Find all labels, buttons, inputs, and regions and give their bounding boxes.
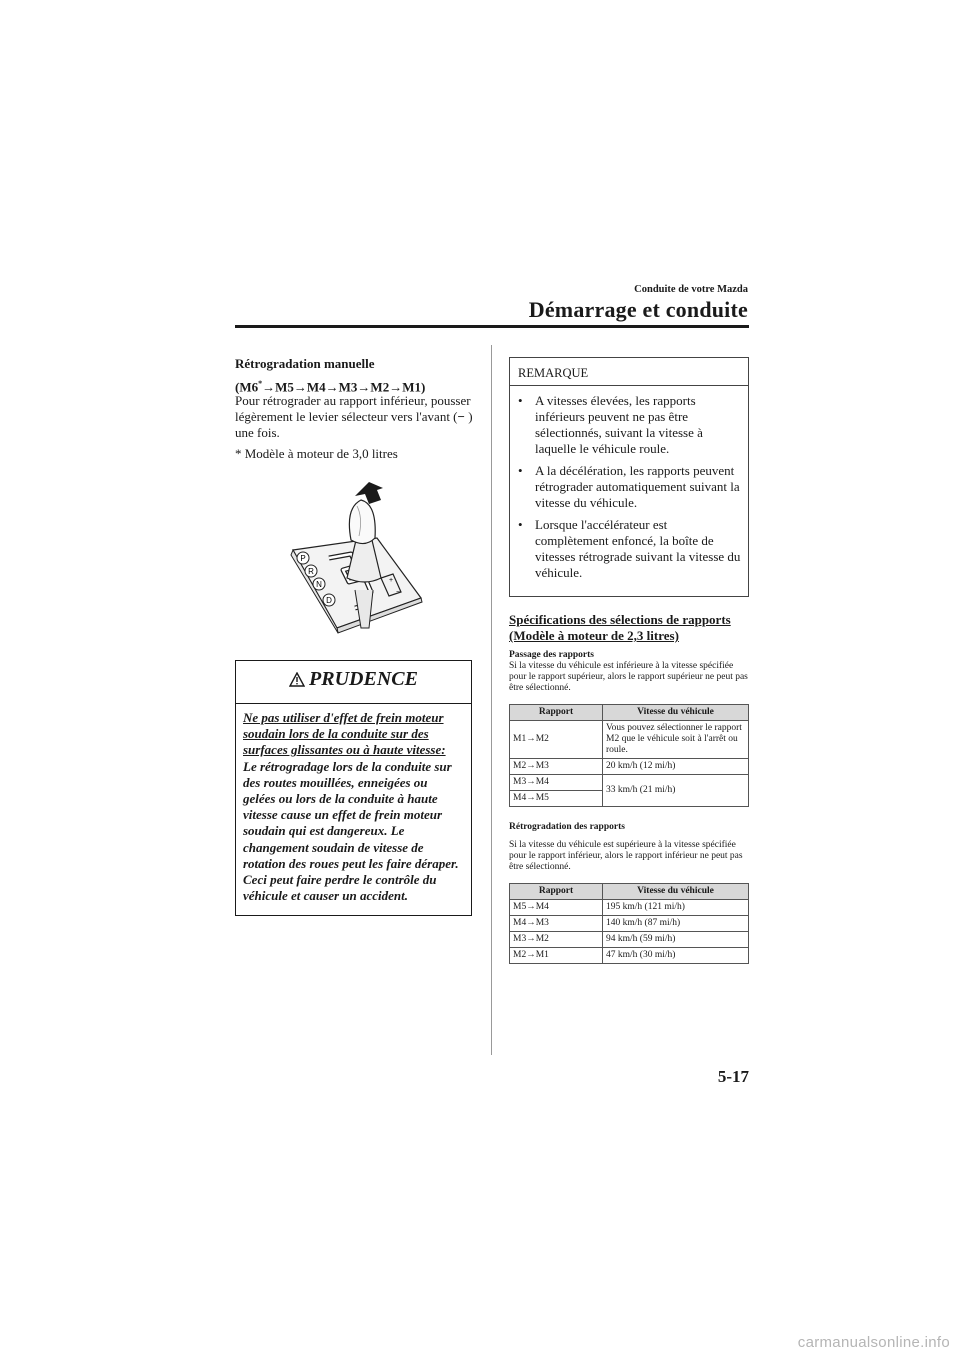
downshift-instructions: [235, 393, 475, 441]
note-title: REMARQUE: [518, 366, 589, 380]
note-item: [518, 517, 742, 581]
position-plus: +: [388, 577, 394, 584]
footnote-marker: *: [258, 379, 263, 388]
table-row: [510, 948, 749, 964]
sequence-start: (M6: [235, 379, 259, 395]
cell-gear: M2→M1: [510, 948, 603, 964]
note-item-text: A vitesses élevées, les rapports inférieurs peuvent ne pas être sélectionnés, suivant la vitesse à laquelle le véhicule roule.: [535, 393, 703, 456]
note-divider: [510, 385, 748, 386]
bullet-icon: •: [518, 517, 523, 532]
col-header-speed: Vitesse du véhicule: [603, 705, 749, 721]
manual-downshift-heading: Rétrogradation manuelle: [235, 356, 375, 371]
downshift-heading: Rétrogradation des rapports: [509, 822, 625, 832]
cell-gear: M4→M3: [510, 916, 603, 932]
cell-speed: 195 km/h (121 mi/h): [603, 900, 749, 916]
table-row: [510, 721, 749, 759]
downshift-table: [509, 883, 749, 964]
chapter-title: Démarrage et conduite: [528, 297, 748, 322]
column-divider: [491, 345, 492, 1055]
upshift-table: [509, 704, 749, 807]
table-row: [510, 932, 749, 948]
position-p: P: [300, 554, 306, 563]
cell-speed: 47 km/h (30 mi/h): [603, 948, 749, 964]
spec-title: Spécifications des sélections de rapports (Modèle à moteur de 2,3 litres): [509, 612, 731, 643]
table-row: [510, 916, 749, 932]
caution-title: [236, 668, 471, 691]
gear-lever-illustration: [285, 478, 427, 636]
note-item: [518, 393, 742, 457]
bullet-icon: •: [518, 463, 523, 478]
cell-gear: M5→M4: [510, 900, 603, 916]
table-header-row: [510, 884, 749, 900]
position-minus: −: [395, 589, 401, 596]
table-row: [510, 775, 749, 791]
footnote: * Modèle à moteur de 3,0 litres: [235, 446, 398, 461]
position-n: N: [316, 580, 322, 589]
cell-gear: M4→M5: [510, 791, 603, 807]
cell-speed: 94 km/h (59 mi/h): [603, 932, 749, 948]
position-r: R: [308, 567, 314, 576]
page-number: 5-17: [717, 1067, 749, 1086]
caution-title-text: PRUDENCE: [309, 668, 418, 690]
instructions-part-2: ) une fois.: [235, 409, 473, 440]
header-rule: [235, 325, 749, 328]
downshift-text: Si la vitesse du véhicule est supérieure à la vitesse spécifiée pour le rapport inférieur, alors le rapport inférieur ne peut pas être sélectionné.: [509, 840, 743, 872]
cell-gear: M1→M2: [510, 721, 603, 759]
caution-divider: [236, 703, 471, 704]
sequence-rest: →M5→M4→M3→M2→M1): [262, 379, 426, 395]
note-item-text: A la décélération, les rapports peuvent rétrograder automatiquement suivant la vitesse du véhicule.: [535, 463, 740, 510]
upshift-heading: Passage des rapports: [509, 650, 594, 660]
upshift-text: Si la vitesse du véhicule est inférieure à la vitesse spécifiée pour le rapport supérieur, alors le rapport supérieur ne peut pas être sélectionné.: [509, 661, 748, 693]
caution-body: [243, 710, 463, 904]
cell-gear: M3→M4: [510, 775, 603, 791]
table-row: [510, 900, 749, 916]
bullet-icon: •: [518, 393, 523, 408]
note-box: [509, 357, 749, 597]
instructions-part-1: Pour rétrograder au rapport inférieur, pousser légèrement le levier sélecteur vers l'avant (: [235, 393, 471, 424]
col-header-gear: Rapport: [510, 705, 603, 721]
caution-warning-line: Ne pas utiliser d'effet de frein moteur soudain lors de la conduite sur des surfaces glissantes ou à haute vitesse:: [243, 710, 446, 758]
section-title: Conduite de votre Mazda: [634, 284, 748, 295]
col-header-speed: Vitesse du véhicule: [603, 884, 749, 900]
note-item: [518, 463, 742, 511]
table-row: [510, 759, 749, 775]
cell-speed: 33 km/h (21 mi/h): [603, 775, 749, 807]
caution-text: Le rétrogradage lors de la conduite sur des routes mouillées, enneigées ou gelées ou lors de la conduite à haute vitesse cause un effet de frein moteur soudain qui est dangereux. Le changement soudain de vitesse de rotation des roues peut les faire déraper. Ceci peut faire perdre le contrôle du véhicule et causer un accident.: [243, 758, 459, 904]
cell-gear: M3→M2: [510, 932, 603, 948]
caution-box: [235, 660, 472, 916]
warning-triangle-icon: [289, 672, 305, 687]
note-list: [518, 393, 742, 587]
minus-symbol: −: [457, 409, 465, 424]
watermark: carmanualsonline.info: [797, 1334, 950, 1351]
position-d: D: [326, 596, 332, 605]
cell-gear: M2→M3: [510, 759, 603, 775]
cell-speed: Vous pouvez sélectionner le rapport M2 que le véhicule soit à l'arrêt ou roule.: [603, 721, 749, 759]
col-header-gear: Rapport: [510, 884, 603, 900]
note-item-text: Lorsque l'accélérateur est complètement enfoncé, la boîte de vitesses rétrograde suivant la vitesse du véhicule.: [535, 517, 741, 580]
cell-speed: 20 km/h (12 mi/h): [603, 759, 749, 775]
cell-speed: 140 km/h (87 mi/h): [603, 916, 749, 932]
table-header-row: [510, 705, 749, 721]
